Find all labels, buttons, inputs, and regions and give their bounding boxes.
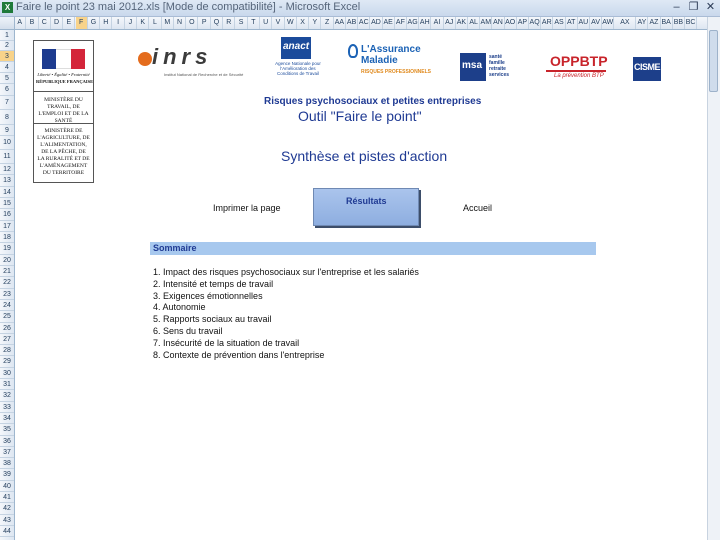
row-header-27[interactable]: 27	[0, 334, 14, 345]
msa-logo	[460, 53, 518, 81]
assurance-maladie-line1: L'Assurance	[361, 44, 421, 55]
excel-icon[interactable]: X	[2, 2, 13, 13]
column-header-ba[interactable]: BA	[661, 17, 673, 29]
row-header-34[interactable]: 34	[0, 413, 14, 424]
column-header-s[interactable]: S	[235, 17, 247, 29]
results-button-label: Résultats	[346, 196, 387, 206]
column-header-ay[interactable]: AY	[636, 17, 648, 29]
column-header-as[interactable]: AS	[553, 17, 565, 29]
sommaire-item[interactable]: 1. Impact des risques psychosociaux sur l'entreprise et les salariés	[153, 267, 419, 277]
row-header-37[interactable]: 37	[0, 447, 14, 458]
column-header-a[interactable]: A	[14, 17, 26, 29]
sommaire-item[interactable]: 3. Exigences émotionnelles	[153, 290, 263, 301]
column-header-ah[interactable]: AH	[419, 17, 431, 29]
sommaire-item[interactable]: 6. Sens du travail	[153, 326, 223, 336]
column-header-ad[interactable]: AD	[370, 17, 382, 29]
oppbtp-logo	[546, 53, 608, 83]
column-header-u[interactable]: U	[260, 17, 272, 29]
sommaire-item[interactable]: 2. Intensité et temps de travail	[153, 278, 274, 289]
column-header-ar[interactable]: AR	[541, 17, 553, 29]
column-header-bc[interactable]: BC	[685, 17, 697, 29]
oppbtp-tagline: La prévention BTP	[554, 73, 604, 79]
ministry-agriculture-label: MINISTÈRE DE L'AGRICULTURE, DE L'ALIMENTATION, DE LA PÊCHE, DE LA RURALITÉ ET DE L'AMÉNAGEMENT DU TERRITOIRE	[37, 128, 90, 176]
assurance-maladie-figure-icon	[348, 44, 358, 58]
msa-name: msa	[462, 60, 483, 71]
inrs-swoosh-icon	[138, 52, 152, 66]
column-header-al[interactable]: AL	[468, 17, 480, 29]
column-header-az[interactable]: AZ	[648, 17, 660, 29]
assurance-maladie-tagline: RISQUES PROFESSIONNELS	[361, 69, 432, 75]
page-title: Outil "Faire le point"	[298, 108, 422, 124]
row-header-22[interactable]: 22	[0, 277, 14, 289]
row-header-4[interactable]: 4	[0, 62, 14, 73]
column-header-y[interactable]: Y	[309, 17, 321, 29]
row-header-15[interactable]: 15	[0, 198, 14, 209]
scrollbar-thumb[interactable]	[709, 30, 718, 92]
column-header-v[interactable]: V	[272, 17, 284, 29]
column-header-z[interactable]: Z	[322, 17, 334, 29]
column-header-ao[interactable]: AO	[505, 17, 517, 29]
column-header-m[interactable]: M	[162, 17, 174, 29]
column-header-aw[interactable]: AW	[602, 17, 614, 29]
column-header-k[interactable]: K	[137, 17, 149, 29]
column-header-f[interactable]: F	[76, 17, 88, 29]
anact-tagline: Agence Nationale pour l'Amélioration des Conditions de Travail	[275, 61, 321, 76]
row-header-6[interactable]: 6	[0, 84, 14, 96]
row-header-1[interactable]: 1	[0, 30, 14, 41]
anact-logo	[276, 37, 320, 85]
sommaire-heading: Sommaire	[153, 243, 197, 253]
print-page-button[interactable]: Imprimer la page	[213, 203, 281, 213]
row-header-38[interactable]: 38	[0, 458, 14, 469]
column-header-q[interactable]: Q	[211, 17, 223, 29]
column-header-h[interactable]: H	[100, 17, 112, 29]
anact-square-icon	[281, 37, 311, 59]
column-header-at[interactable]: AT	[566, 17, 578, 29]
column-header-ap[interactable]: AP	[517, 17, 529, 29]
row-header-11[interactable]: 11	[0, 150, 14, 164]
row-header-36[interactable]: 36	[0, 436, 14, 447]
close-button[interactable]: ✕	[705, 1, 716, 13]
column-header-x[interactable]: X	[297, 17, 309, 29]
home-button[interactable]: Accueil	[463, 203, 493, 213]
row-header-2[interactable]: 2	[0, 41, 14, 51]
column-header-o[interactable]: O	[186, 17, 198, 29]
cisme-logo	[633, 57, 661, 81]
msa-tagline: santé famille retraite services	[489, 54, 510, 78]
row-header-39[interactable]: 39	[0, 469, 14, 481]
restore-button[interactable]: ❐	[688, 1, 699, 13]
republique-name: RÉPUBLIQUE FRANÇAISE	[36, 79, 94, 84]
column-header-ag[interactable]: AG	[407, 17, 419, 29]
inrs-logo	[138, 46, 244, 82]
column-header-n[interactable]: N	[174, 17, 186, 29]
sommaire-item[interactable]: 5. Rapports sociaux au travail	[153, 314, 272, 325]
row-header-18[interactable]: 18	[0, 232, 14, 243]
column-header-ae[interactable]: AE	[383, 17, 395, 29]
row-header-3[interactable]: 3	[0, 51, 14, 62]
column-header-c[interactable]: C	[39, 17, 51, 29]
column-header-bb[interactable]: BB	[673, 17, 685, 29]
row-header-8[interactable]: 8	[0, 110, 14, 125]
row-header-10[interactable]: 10	[0, 136, 14, 150]
results-button[interactable]	[313, 188, 419, 226]
republique-motto: Liberté • Égalité • Fraternité	[37, 72, 90, 77]
column-header-av[interactable]: AV	[590, 17, 602, 29]
select-all-corner[interactable]	[0, 17, 15, 30]
row-header-44[interactable]: 44	[0, 526, 14, 537]
row-header-17[interactable]: 17	[0, 221, 14, 232]
sommaire-item[interactable]: 4. Autonomie	[153, 302, 206, 313]
row-header-26[interactable]: 26	[0, 323, 14, 334]
column-header-ab[interactable]: AB	[346, 17, 358, 29]
row-header-42[interactable]: 42	[0, 503, 14, 515]
column-header-aj[interactable]: AJ	[444, 17, 456, 29]
column-header-ai[interactable]: AI	[431, 17, 443, 29]
subtitle: Risques psychosociaux et petites entreprises	[264, 96, 482, 107]
column-header-ac[interactable]: AC	[358, 17, 370, 29]
row-header-30[interactable]: 30	[0, 368, 14, 379]
column-header-au[interactable]: AU	[578, 17, 590, 29]
column-header-t[interactable]: T	[248, 17, 260, 29]
sommaire-item[interactable]: 7. Insécurité de la situation de travail	[153, 337, 300, 348]
row-header-20[interactable]: 20	[0, 255, 14, 266]
column-header-e[interactable]: E	[63, 17, 75, 29]
column-header-aa[interactable]: AA	[334, 17, 346, 29]
row-header-14[interactable]: 14	[0, 187, 14, 198]
row-header-28[interactable]: 28	[0, 345, 14, 356]
column-header-b[interactable]: B	[26, 17, 38, 29]
row-header-35[interactable]: 35	[0, 424, 14, 436]
sommaire-header	[150, 242, 596, 255]
column-header-ak[interactable]: AK	[456, 17, 468, 29]
window-title: Faire le point 23 mai 2012.xls [Mode de compatibilité] - Microsoft Excel	[16, 1, 361, 13]
inrs-tagline: Institut National de Recherche et de Sécurité	[164, 72, 244, 77]
column-header-af[interactable]: AF	[395, 17, 407, 29]
row-header-31[interactable]: 31	[0, 379, 14, 390]
column-header-w[interactable]: W	[285, 17, 297, 29]
row-header-24[interactable]: 24	[0, 300, 14, 311]
minimize-button[interactable]: –	[673, 1, 680, 13]
marianne-flag-icon	[42, 49, 85, 69]
column-header-an[interactable]: AN	[492, 17, 504, 29]
column-header-am[interactable]: AM	[480, 17, 492, 29]
row-header-5[interactable]: 5	[0, 73, 14, 84]
row-header-25[interactable]: 25	[0, 311, 14, 323]
vertical-scrollbar[interactable]	[707, 17, 720, 540]
row-header-41[interactable]: 41	[0, 492, 14, 503]
sommaire-item[interactable]: 8. Contexte de prévention dans l'entreprise	[153, 349, 325, 360]
msa-square-icon	[460, 53, 486, 81]
ministry-logo-block	[33, 40, 94, 183]
assurance-maladie-line2: Maladie	[361, 55, 398, 66]
column-header-ax[interactable]: AX	[614, 17, 636, 29]
row-header-12[interactable]: 12	[0, 164, 14, 175]
row-header-43[interactable]: 43	[0, 515, 14, 526]
cisme-name: CISME	[634, 62, 661, 72]
column-header-l[interactable]: L	[149, 17, 161, 29]
title-bar	[0, 0, 720, 17]
inrs-name: inrs	[152, 44, 213, 69]
row-header-32[interactable]: 32	[0, 390, 14, 402]
column-header-g[interactable]: G	[88, 17, 100, 29]
row-header-19[interactable]: 19	[0, 243, 14, 255]
row-header-16[interactable]: 16	[0, 209, 14, 221]
row-header-7[interactable]: 7	[0, 96, 14, 110]
assurance-maladie-logo	[348, 42, 432, 82]
row-header-9[interactable]: 9	[0, 125, 14, 136]
row-header-29[interactable]: 29	[0, 356, 14, 368]
column-header-d[interactable]: D	[51, 17, 63, 29]
ministry-travail-label: MINISTÈRE DU TRAVAIL, DE L'EMPLOI ET DE LA SANTÉ	[38, 97, 89, 124]
oppbtp-name: OPPBTP	[550, 53, 608, 69]
column-header-p[interactable]: P	[199, 17, 211, 29]
anact-name: anact	[283, 41, 310, 52]
row-header-33[interactable]: 33	[0, 402, 14, 413]
section-title: Synthèse et pistes d'action	[281, 148, 448, 164]
row-header-23[interactable]: 23	[0, 289, 14, 300]
column-header-i[interactable]: I	[112, 17, 124, 29]
row-header-13[interactable]: 13	[0, 175, 14, 187]
republique-francaise-logo	[34, 41, 93, 92]
column-header-r[interactable]: R	[223, 17, 235, 29]
column-header-aq[interactable]: AQ	[529, 17, 541, 29]
row-header-21[interactable]: 21	[0, 266, 14, 277]
column-header-j[interactable]: J	[125, 17, 137, 29]
row-header-40[interactable]: 40	[0, 481, 14, 492]
